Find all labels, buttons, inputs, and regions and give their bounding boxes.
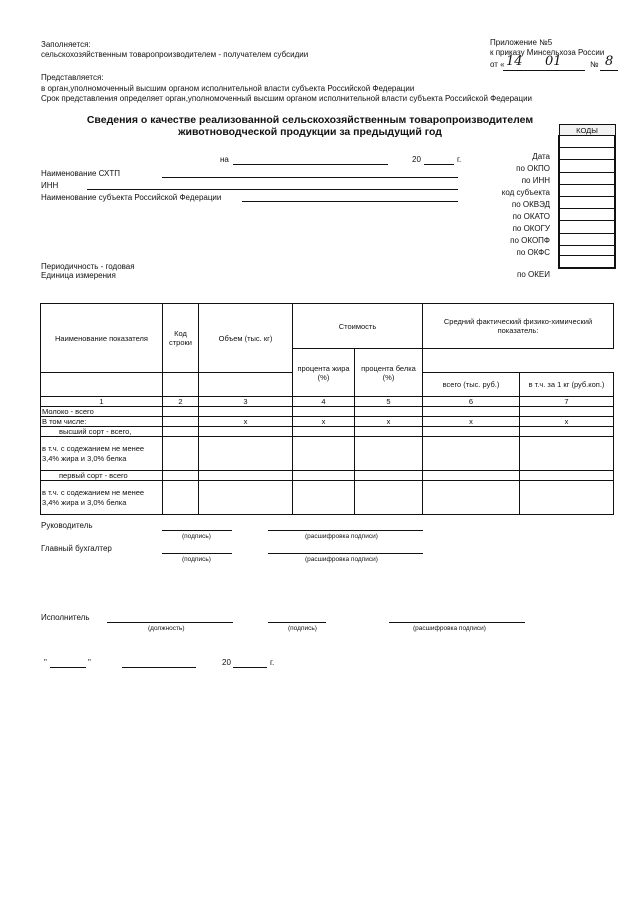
table-row	[41, 481, 614, 515]
head-decoding-line[interactable]	[268, 530, 423, 531]
row-cell[interactable]	[293, 427, 355, 437]
code-cell-region[interactable]	[559, 172, 615, 184]
appendix-line2: к приказу Минсельхоза России	[490, 48, 605, 57]
appendix-date-line	[503, 70, 585, 71]
row-cell[interactable]	[423, 471, 520, 481]
col-header-code: Код строки	[163, 304, 199, 373]
col-header-fat: процента жира (%)	[293, 349, 355, 397]
date-year-line[interactable]	[424, 164, 454, 165]
executor-position-line[interactable]	[107, 622, 233, 623]
code-cell-okopf[interactable]	[559, 221, 615, 233]
bottom-date-quote-open: "	[44, 658, 47, 667]
row-cell[interactable]	[520, 407, 614, 417]
code-label-okogu: по ОКОГУ	[512, 224, 550, 233]
table-row	[41, 471, 614, 481]
row-cell[interactable]	[293, 407, 355, 417]
head-signature-caption: (подпись)	[182, 533, 211, 540]
row-cell[interactable]	[199, 471, 293, 481]
date-year-suffix: г.	[457, 155, 462, 164]
field-inn-label: ИНН	[41, 181, 59, 190]
col-number: 6	[423, 397, 520, 407]
field-name-label: Наименование СХТП	[41, 169, 120, 178]
bottom-date-year-suffix: г.	[270, 658, 275, 667]
appendix-day: 14	[506, 54, 523, 69]
form-title-line1: Сведения о качестве реализованной сельскохозяйственным товаропроизводителем	[86, 114, 534, 126]
code-cell-okogu[interactable]	[559, 209, 615, 221]
code-label-okei: по ОКЕИ	[517, 270, 550, 279]
chief-accountant-signature-line[interactable]	[162, 553, 232, 554]
fills-label: Заполняется:	[41, 40, 91, 49]
col-number: 3	[199, 397, 293, 407]
executor-position-caption: (должность)	[148, 625, 185, 632]
row-cell[interactable]	[293, 437, 355, 471]
chief-accountant-decoding-caption: (расшифровка подписи)	[305, 556, 378, 563]
row-cell[interactable]	[199, 427, 293, 437]
col-header-cost-total: всего (тыс. руб.)	[423, 373, 520, 397]
appendix-num-label: №	[590, 60, 599, 69]
bottom-date-month-line[interactable]	[122, 667, 196, 668]
table-row	[41, 417, 614, 427]
row-cell[interactable]	[520, 437, 614, 471]
head-label: Руководитель	[41, 521, 93, 530]
col-header-volume: Объем (тыс. кг)	[199, 304, 293, 373]
field-unit: Единица измерения	[41, 271, 116, 280]
head-decoding-caption: (расшифровка подписи)	[305, 533, 378, 540]
field-inn-line[interactable]	[87, 189, 458, 190]
bottom-date-day-line[interactable]	[50, 667, 86, 668]
row-label: высший сорт - всего,	[41, 427, 163, 437]
row-label: первый сорт - всего	[41, 471, 163, 481]
deadline-text: Срок представления определяет орган,уполномоченный высшим органом исполнительной власти субъекта Российской Федерации	[41, 94, 533, 103]
row-cell[interactable]	[423, 407, 520, 417]
row-cell[interactable]	[163, 407, 199, 417]
code-cell-okei[interactable]	[559, 255, 615, 268]
row-cell[interactable]	[355, 407, 423, 417]
col-header-code-cont	[163, 373, 199, 397]
row-cell: x	[293, 417, 355, 427]
field-name-line[interactable]	[162, 177, 458, 178]
executor-signature-line[interactable]	[268, 622, 326, 623]
bottom-date-year-line[interactable]	[233, 667, 267, 668]
chief-accountant-decoding-line[interactable]	[268, 553, 423, 554]
chief-accountant-signature-caption: (подпись)	[182, 556, 211, 563]
codes-table	[558, 124, 616, 269]
fills-value: сельскохозяйственным товаропроизводителем - получателем субсидии	[41, 50, 309, 59]
row-label: в т.ч. с содежанием не менее 3,4% жира и 3,0% белка	[41, 481, 163, 515]
col-header-cost: Стоимость	[293, 304, 423, 349]
col-header-avg: Средний фактический физико-химический показатель:	[423, 304, 614, 349]
code-label-okpo: по ОКПО	[516, 164, 550, 173]
executor-decoding-caption: (расшифровка подписи)	[413, 625, 486, 632]
row-cell[interactable]	[355, 471, 423, 481]
code-label-region: код субъекта	[501, 188, 550, 197]
code-label-okfs: по ОКФС	[516, 248, 550, 257]
submitted-value: в орган,уполномоченный высшим органом исполнительной власти субъекта Российской Федерации	[41, 84, 415, 93]
row-cell: x	[355, 417, 423, 427]
chief-accountant-label: Главный бухгалтер	[41, 544, 112, 553]
row-label: в т.ч. с содежанием не менее 3,4% жира и 3,0% белка	[41, 437, 163, 471]
table-row	[41, 407, 614, 417]
row-cell[interactable]	[163, 427, 199, 437]
code-cell-okpo[interactable]	[559, 148, 615, 160]
code-cell-inn[interactable]	[559, 160, 615, 172]
code-label-okato: по ОКАТО	[512, 212, 550, 221]
row-cell[interactable]	[520, 427, 614, 437]
code-label-date: Дата	[532, 152, 550, 161]
code-label-okved: по ОКВЭД	[511, 200, 550, 209]
col-header-volume-cont	[199, 373, 293, 397]
row-cell[interactable]	[163, 437, 199, 471]
field-region-label: Наименование субъекта Российской Федерации	[41, 193, 222, 202]
table-row	[41, 427, 614, 437]
row-cell[interactable]	[199, 481, 293, 515]
col-number: 7	[520, 397, 614, 407]
bottom-date-quote-close: "	[88, 658, 91, 667]
row-cell[interactable]	[199, 407, 293, 417]
row-cell[interactable]	[293, 471, 355, 481]
bottom-date-year-prefix: 20	[222, 658, 231, 667]
quality-table	[40, 303, 614, 515]
field-region-line[interactable]	[242, 201, 458, 202]
date-line[interactable]	[233, 164, 388, 165]
executor-signature-caption: (подпись)	[288, 625, 317, 632]
appendix-line1: Приложение №5	[490, 38, 553, 47]
code-cell-blank[interactable]	[559, 245, 615, 255]
code-label-inn: по ИНН	[521, 176, 550, 185]
row-label: Молоко - всего	[41, 407, 163, 417]
field-periodicity: Периодичность - годовая	[41, 262, 135, 271]
row-cell[interactable]	[163, 481, 199, 515]
head-signature-line[interactable]	[162, 530, 232, 531]
row-cell[interactable]	[423, 481, 520, 515]
col-header-protein: процента белка (%)	[355, 349, 423, 397]
col-number: 5	[355, 397, 423, 407]
codes-header: КОДЫ	[559, 125, 615, 136]
table-row	[41, 437, 614, 471]
code-cell-date[interactable]	[559, 136, 615, 148]
row-cell[interactable]	[163, 471, 199, 481]
code-label-okopf: по ОКОПФ	[510, 236, 550, 245]
row-label: В том числе:	[41, 417, 163, 427]
col-header-name-cont	[41, 373, 163, 397]
col-number: 1	[41, 397, 163, 407]
code-cell-okfs[interactable]	[559, 233, 615, 245]
row-cell[interactable]	[355, 427, 423, 437]
appendix-number-line	[600, 70, 618, 71]
code-cell-okved[interactable]	[559, 184, 615, 196]
col-header-name: Наименование показателя	[41, 304, 163, 373]
row-cell[interactable]	[520, 481, 614, 515]
appendix-from-label: от «	[490, 60, 505, 69]
row-cell[interactable]	[293, 481, 355, 515]
col-number: 2	[163, 397, 199, 407]
row-cell[interactable]	[199, 437, 293, 471]
row-cell: x	[423, 417, 520, 427]
form-title-line2: животноводческой продукции за предыдущий год	[178, 126, 442, 138]
appendix-month: 01	[545, 54, 562, 69]
code-cell-okato[interactable]	[559, 196, 615, 208]
date-on-label: на	[220, 155, 229, 164]
appendix-number: 8	[605, 54, 614, 69]
row-cell[interactable]	[520, 471, 614, 481]
date-year-prefix: 20	[412, 155, 421, 164]
col-header-cost-per-kg: в т.ч. за 1 кг (руб.коп.)	[520, 373, 614, 397]
executor-label: Исполнитель	[41, 613, 90, 622]
executor-decoding-line[interactable]	[389, 622, 525, 623]
row-cell[interactable]	[355, 437, 423, 471]
row-cell: x	[520, 417, 614, 427]
submitted-label: Представляется:	[41, 73, 104, 82]
row-cell[interactable]	[423, 427, 520, 437]
row-cell[interactable]	[163, 417, 199, 427]
col-number: 4	[293, 397, 355, 407]
row-cell[interactable]	[423, 437, 520, 471]
row-cell: x	[199, 417, 293, 427]
row-cell[interactable]	[355, 481, 423, 515]
